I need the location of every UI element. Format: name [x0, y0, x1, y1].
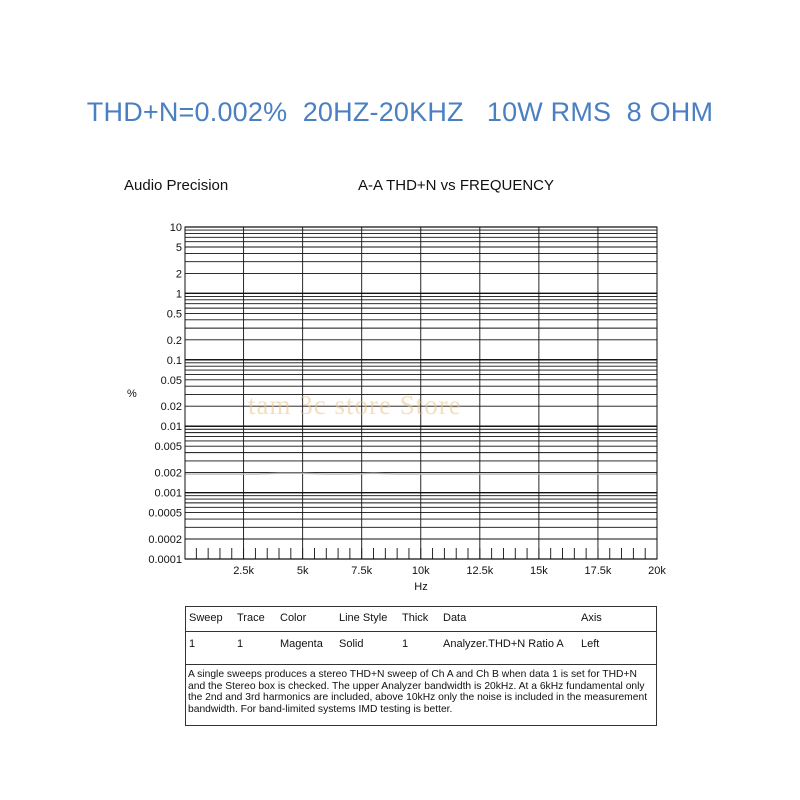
- legend-value-cell: Solid: [339, 638, 364, 650]
- series-line: [185, 473, 657, 474]
- y-tick-label: 0.0005: [148, 507, 182, 520]
- y-tick-label: 0.2: [166, 334, 182, 347]
- legend-header-cell: Sweep: [189, 612, 223, 624]
- legend-header-cell: Color: [280, 612, 307, 624]
- y-tick-label: 0.005: [154, 441, 182, 454]
- y-tick-label: 0.02: [160, 401, 182, 414]
- x-tick-label: 17.5k: [584, 565, 612, 577]
- legend-header-cell: Trace: [237, 612, 265, 624]
- y-tick-label: 0.002: [154, 467, 182, 480]
- y-axis-label: %: [127, 388, 137, 400]
- legend-value-cell: Magenta: [280, 638, 323, 650]
- x-axis-label: Hz: [414, 581, 428, 593]
- x-tick-label: 2.5k: [233, 565, 254, 577]
- y-tick-label: 0.0002: [148, 534, 182, 547]
- x-tick-label: 10k: [411, 565, 430, 577]
- legend-value-cell: 1: [237, 638, 244, 650]
- legend-table: [185, 606, 657, 726]
- x-tick-labels: [233, 565, 666, 577]
- x-tick-label: 15k: [530, 565, 548, 577]
- x-tick-label: 7.5k: [351, 565, 373, 577]
- legend-value-cell: Left: [581, 638, 600, 650]
- x-tick-label: 5k: [296, 565, 309, 577]
- x-tick-label: 20k: [648, 565, 666, 577]
- y-tick-labels: [148, 222, 182, 566]
- legend-divider: [186, 631, 656, 632]
- y-tick-label: 0.0001: [148, 554, 182, 566]
- watermark: tam 3c store Store: [248, 390, 462, 420]
- headline: THD+N=0.002% 20HZ-20KHZ 10W RMS 8 OHM: [86, 97, 714, 127]
- brand-label: Audio Precision: [124, 177, 229, 194]
- chart-title: A-A THD+N vs FREQUENCY: [358, 177, 555, 194]
- y-tick-label: 0.05: [160, 374, 182, 387]
- legend-value-cell: 1: [402, 638, 409, 650]
- x-tick-label: 12.5k: [466, 565, 494, 577]
- legend-header-cell: Thick: [402, 612, 429, 624]
- y-tick-label: 2: [175, 268, 182, 281]
- y-tick-label: 0.001: [154, 487, 182, 500]
- legend-value-cell: Analyzer.THD+N Ratio A: [443, 638, 564, 650]
- y-tick-label: 0.01: [160, 421, 182, 434]
- y-tick-label: 5: [175, 241, 182, 254]
- legend-divider: [186, 664, 656, 665]
- y-tick-label: 0.1: [166, 354, 182, 367]
- legend-note: A single sweeps produces a stereo THD+N sweep of Ch A and Ch B when data 1 is set for THD+N and the Stereo box is checked. The upper Analyzer bandwidth is 20kHz. At a 6kHz fundamental only the 2nd and 3rd harmonics are included, above 10kHz only the noise is included in the measurement bandwidth. For band-limited systems IMD testing is better.: [188, 669, 648, 715]
- y-tick-label: 0.5: [166, 308, 182, 321]
- legend-header-cell: Line Style: [339, 612, 388, 624]
- y-tick-label: 1: [175, 288, 182, 301]
- legend-header-cell: Data: [443, 612, 467, 624]
- legend-value-cell: 1: [189, 638, 196, 650]
- y-tick-label: 10: [169, 222, 182, 234]
- legend-header-cell: Axis: [581, 612, 602, 624]
- series-layer: [185, 473, 657, 474]
